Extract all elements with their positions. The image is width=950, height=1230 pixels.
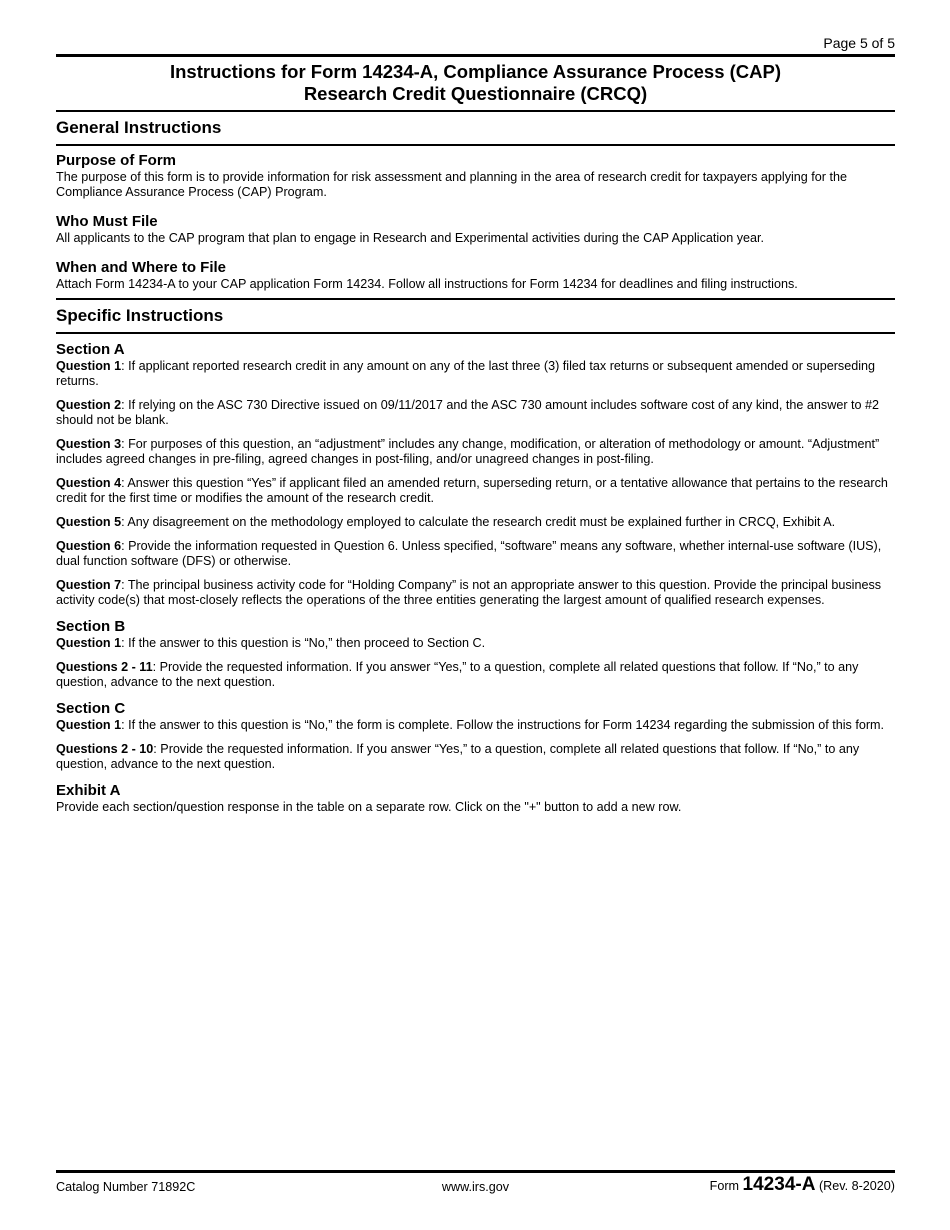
form-prefix: Form [709, 1179, 740, 1193]
section-c-q2-10: Questions 2 - 10: Provide the requested information. If you answer “Yes,” to a question, complete all related questions that follow. If “No,” to any question, advance to the next question. [56, 742, 860, 771]
catalog-number: Catalog Number 71892C [56, 1180, 196, 1194]
section-a-q5: Question 5: Any disagreement on the methodology employed to calculate the research credit must be explained further in CRCQ, Exhibit A. [56, 515, 836, 529]
divider [56, 144, 895, 146]
section-c-q1: Question 1: If the answer to this question is “No,” the form is complete. Follow the instructions for Form 14234 regarding the submission of this form. [56, 718, 885, 732]
section-a-heading: Section A [56, 341, 125, 358]
form-identifier [710, 1174, 895, 1196]
page-footer [56, 1172, 895, 1202]
title-line-1: Instructions for Form 14234-A, Compliance Assurance Process (CAP) [169, 61, 781, 82]
exhibit-a-text: Provide each section/question response in the table on a separate row. Click on the "+" button to add a new row. [56, 800, 682, 814]
specific-instructions-body [56, 341, 895, 815]
section-a-q6: Question 6: Provide the information requested in Question 6. Unless specified, “software” means any software, whether internal-use software (IUS), dual function software (DFS) or otherwise. [56, 539, 882, 568]
section-a-q1: Question 1: If applicant reported research credit in any amount on any of the last three (3) filed tax returns or subsequent amended or superseding returns. [56, 359, 876, 388]
title-line-2: Research Credit Questionnaire (CRCQ) [303, 83, 648, 104]
irs-website: www.irs.gov [441, 1180, 510, 1194]
form-number: 14234-A [742, 1174, 816, 1195]
section-b-q2-11: Questions 2 - 11: Provide the requested information. If you answer “Yes,” to a question, complete all related questions that follow. If “No,” to any question, advance to the next question. [56, 660, 859, 689]
section-a-q7: Question 7: The principal business activity code for “Holding Company” is not an appropriate answer to this question. Provide the principal business activity code(s) that most-closely reflects the operations of the three entities generating the largest amount of qualified research expenses. [56, 578, 882, 607]
section-a-q2: Question 2: If relying on the ASC 730 Directive issued on 09/11/2017 and the ASC 730 amount includes software cost of any kind, the answer to #2 should not be blank. [56, 398, 880, 427]
page-number: Page 5 of 5 [823, 35, 895, 51]
when-where-text: Attach Form 14234-A to your CAP application Form 14234. Follow all instructions for Form 14234 for deadlines and filing instructions. [56, 277, 798, 291]
divider [56, 298, 895, 300]
specific-instructions-heading: Specific Instructions [56, 306, 224, 325]
divider [56, 332, 895, 334]
general-instructions-heading: General Instructions [56, 118, 222, 137]
who-must-file-text: All applicants to the CAP program that plan to engage in Research and Experimental activities during the CAP Application year. [56, 231, 764, 245]
header-rule [56, 54, 895, 57]
who-must-file-heading: Who Must File [56, 213, 158, 230]
exhibit-a-heading: Exhibit A [56, 782, 121, 799]
section-a-q4: Question 4: Answer this question “Yes” if applicant filed an amended return, superseding return, or a tentative allowance that pertains to the research credit for the first time or modifies the amount of the research credit. [56, 476, 888, 505]
form-revision: (Rev. 8-2020) [818, 1179, 895, 1193]
section-b-q1: Question 1: If the answer to this question is “No,” then proceed to Section C. [56, 636, 486, 650]
when-where-heading: When and Where to File [56, 259, 227, 276]
section-b-heading: Section B [56, 618, 126, 635]
purpose-heading: Purpose of Form [56, 152, 177, 169]
section-c-heading: Section C [56, 700, 126, 717]
divider [56, 110, 895, 112]
document-title [56, 61, 895, 105]
purpose-text: The purpose of this form is to provide information for risk assessment and planning in the area of research credit for taxpayers applying for the Compliance Assurance Process (CAP) Program. [56, 170, 848, 199]
general-instructions-body [56, 152, 895, 292]
section-a-q3: Question 3: For purposes of this question, an “adjustment” includes any change, modification, or alteration of methodology or amount. “Adjustment” includes agreed changes in pre-filing, agreed changes in post-filing, and/or unagreed changes in post-filing. [56, 437, 880, 466]
